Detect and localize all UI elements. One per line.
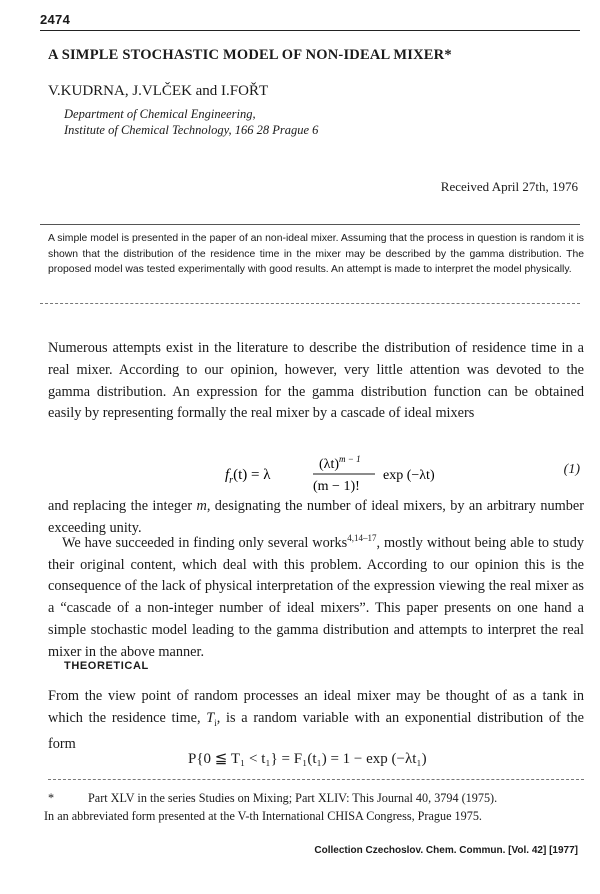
eq1-numerator-sup: m − 1 — [339, 454, 361, 464]
svg-text:(λt)m − 1 — [319, 454, 361, 472]
eq1-rhs: exp (−λt) — [383, 468, 435, 483]
received-date: Received April 27th, 1976 — [440, 179, 578, 194]
paragraph-4 — [48, 686, 584, 756]
article-authors: V.KUDRNA, J.VLČEK and I.FOŘT — [48, 83, 269, 99]
footnote — [44, 789, 589, 825]
footnote-marker: * — [48, 791, 55, 805]
p4-part-a: From the view point of random processes an ideal mixer may be thought of as a tank in which the residence time, — [48, 688, 584, 726]
affiliation-line-1: Department of Chemical Engineering, — [64, 107, 256, 121]
eq1-numerator: (λt) — [319, 457, 340, 472]
eq1-lhs-arg: (t) = λ — [233, 467, 271, 483]
section-heading: THEORETICAL — [64, 660, 149, 672]
journal-citation: Collection Czechoslov. Chem. Commun. [Vol. 42] [1977] — [314, 845, 578, 856]
p3-part-b: , mostly without being able to study their original content, which deal with this problem. According to our opinion this is the consequence of the lack of physical interpretation of the expression viewing the real mixer as a “cascade of a non-integer number of ideal mixers”. This paper presents on one hand a simple stochastic model leading to the gamma distribution and attempts to interpret the real mixer in the above manner. — [48, 534, 584, 660]
p2-part-b: , designating the number of ideal mixers, by an arbitrary number exceeding unity. — [48, 498, 584, 536]
footnote-line-1: * Part XLV in the series Studies on Mixing; Part XLIV: This Journal 40, 3794 (1975). — [44, 789, 589, 807]
p2-part-a: and replacing the integer — [48, 498, 197, 514]
eq1-lhs-sub: r — [229, 475, 234, 486]
abstract-bottom-rule — [40, 303, 580, 304]
article-title: A SIMPLE STOCHASTIC MODEL OF NON-IDEAL MIXER* — [48, 47, 452, 63]
p2-variable: m — [196, 498, 207, 514]
abstract: A simple model is presented in the paper of an non-ideal mixer. Assuming that the process in question is random it is shown that the distribution of the residence time in the mixer may be described by the gamma distribution. The proposed model was tested experimentally with good results. An attempt is made to interpret the model physically. — [48, 233, 584, 275]
p3-part-a: We have succeeded in finding only several works — [62, 534, 348, 551]
p4-part-b: , is a random variable with an exponential distribution of the form — [48, 709, 584, 753]
equation-1-label: (1) — [563, 462, 580, 477]
equation-2: P{0 ≦ T₁ < t₁} = F₁(t₁) = 1 − exp (−λt₁) — [188, 751, 427, 767]
affiliation-line-2: Institute of Chemical Technology, 166 28 Prague 6 — [64, 123, 319, 137]
page-number: 2474 — [40, 12, 71, 27]
svg-text:fr(t) = λ — [225, 467, 271, 486]
eq1-denominator: (m − 1)! — [313, 479, 360, 494]
footnote-line-2: In an abbreviated form presented at the V-th International CHISA Congress, Prague 1975. — [44, 809, 482, 823]
eq1-lhs: f — [225, 467, 230, 483]
paragraph-1: Numerous attempts exist in the literature to describe the distribution of residence time in a real mixer. According to our opinion, however, very little attention was devoted to the gamma distribution. An expression for the gamma distribution function can be obtained easily by representing formally the real mixer by a cascade of ideal mixers — [48, 340, 584, 422]
p4-variable: T — [206, 709, 215, 726]
p3-reference-sup: 4,14–17 — [347, 533, 377, 543]
header-rule — [40, 30, 580, 31]
p4-variable-sub: i — [214, 717, 217, 728]
abstract-top-rule — [40, 224, 580, 225]
equation-1 — [225, 450, 565, 496]
paragraph-3 — [48, 528, 584, 664]
footnote-rule — [48, 779, 584, 780]
